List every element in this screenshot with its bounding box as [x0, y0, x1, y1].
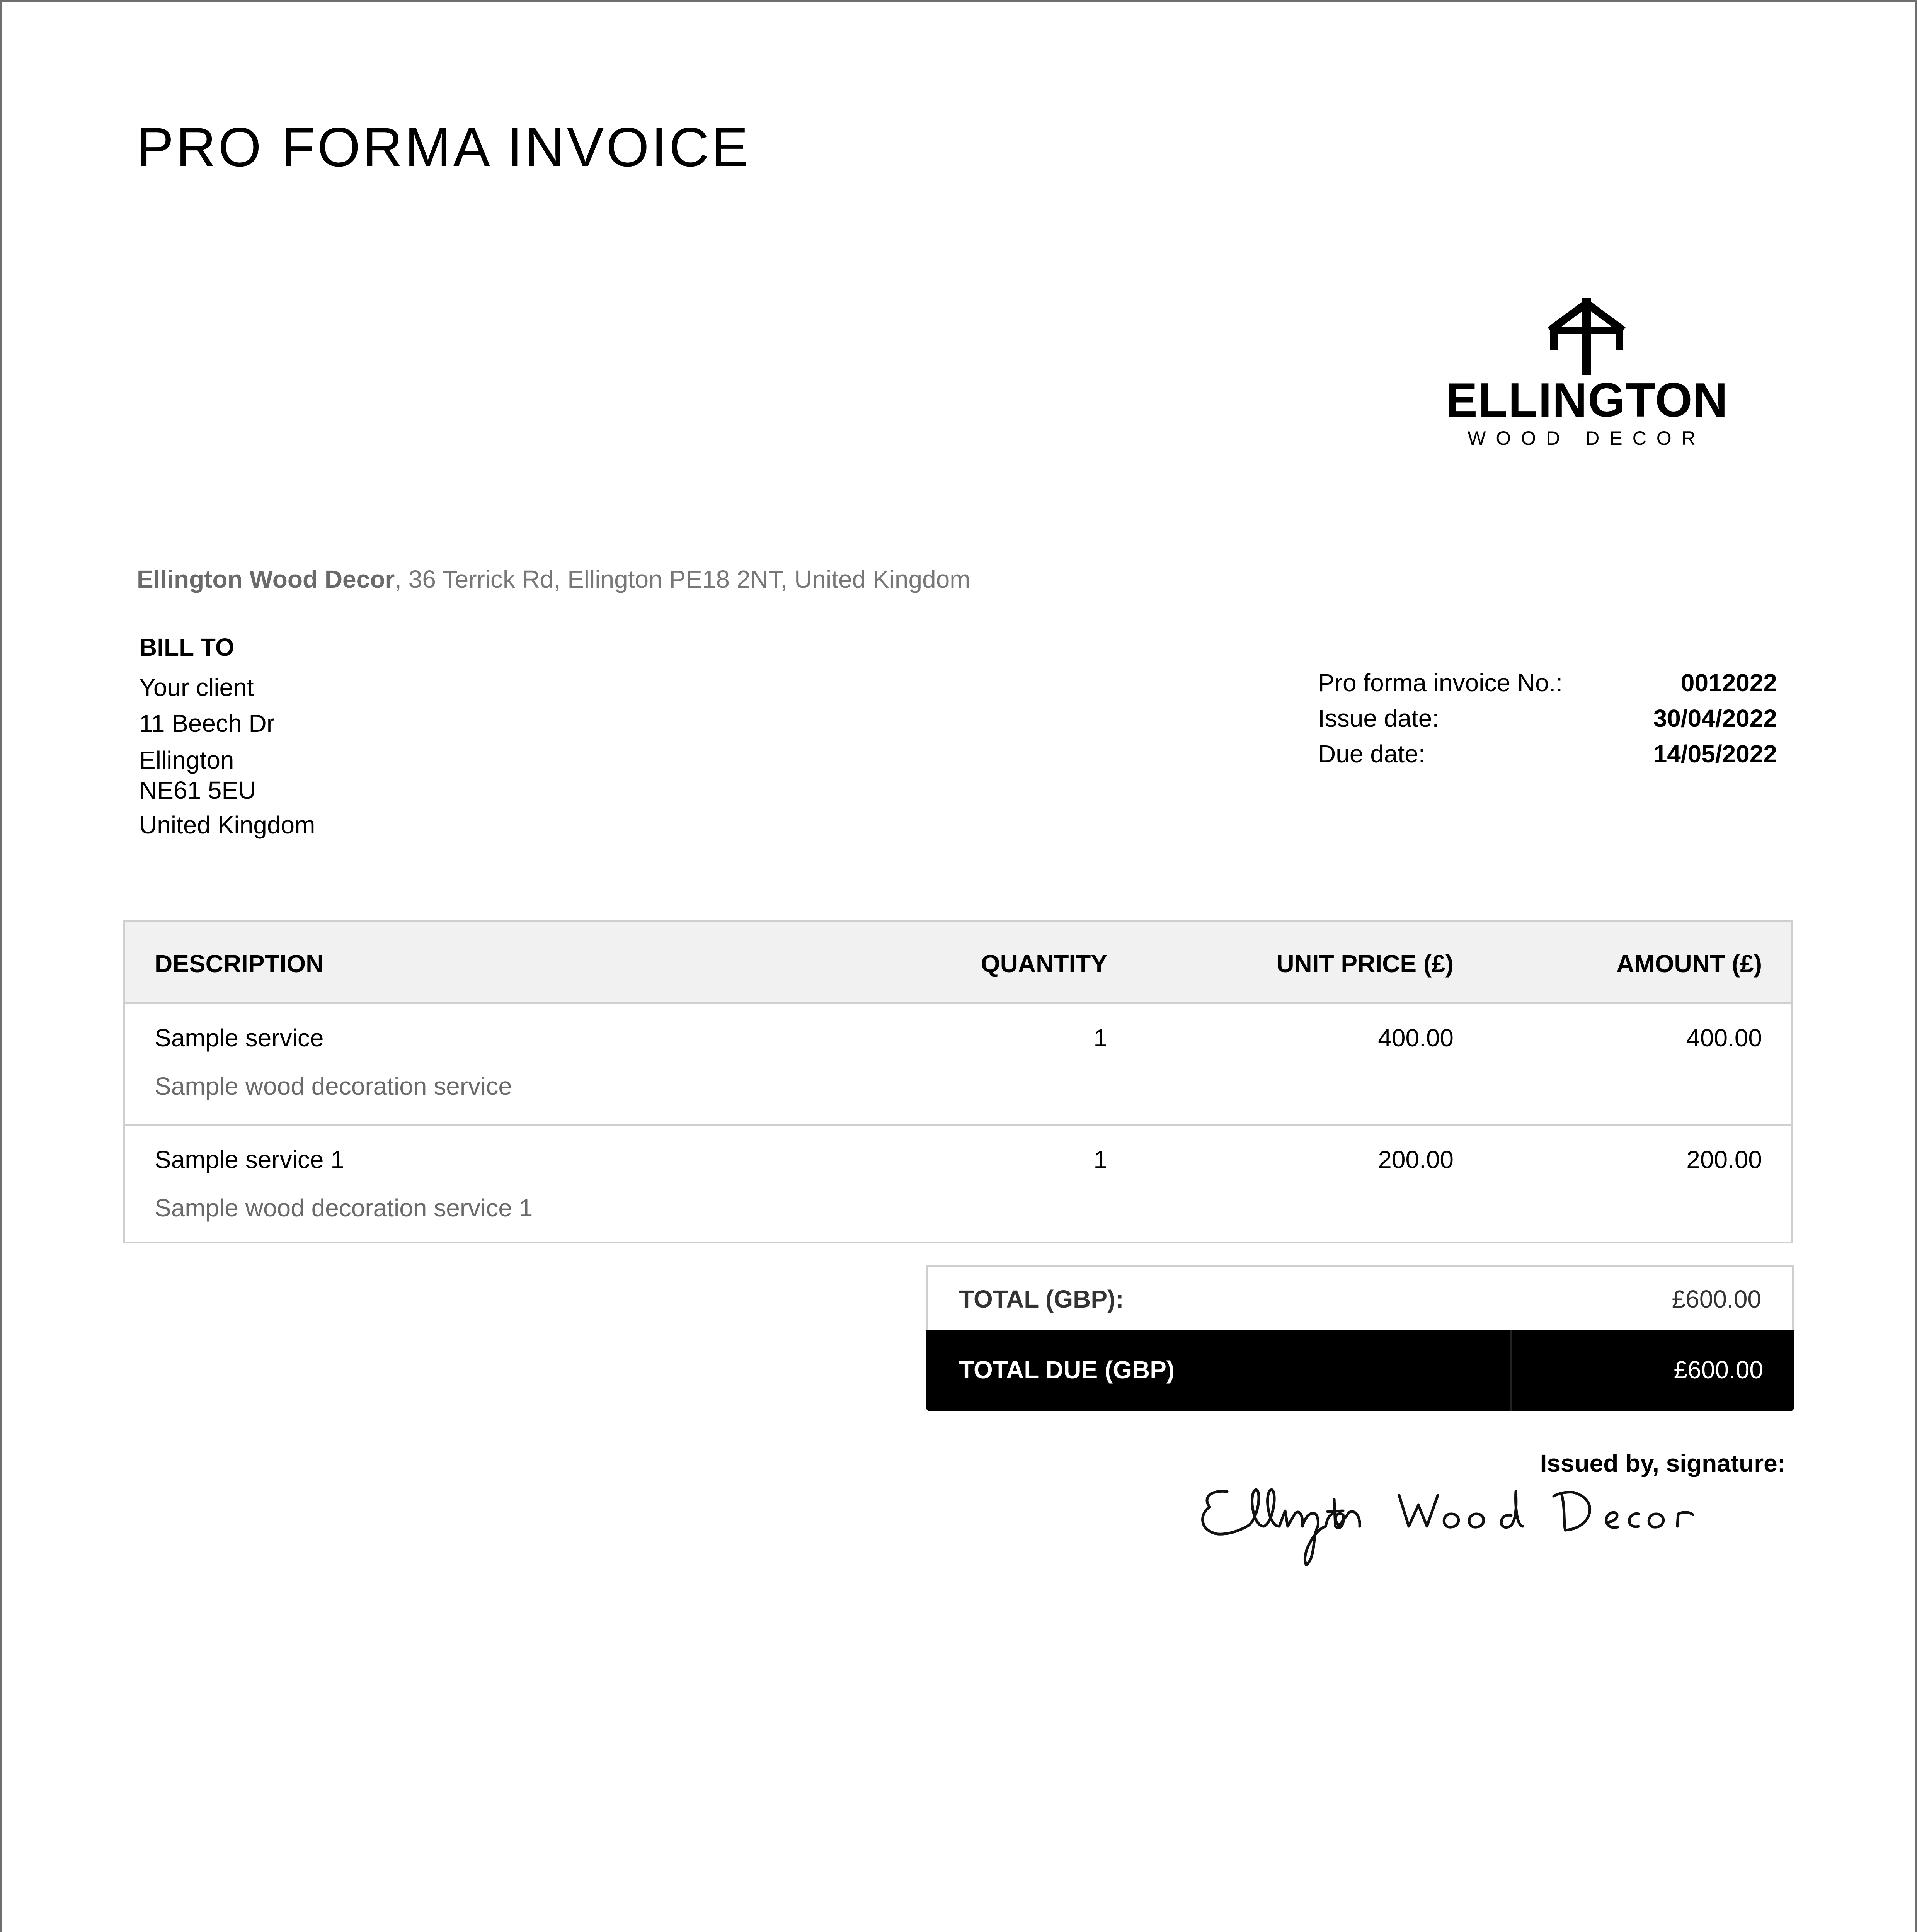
column-header-unit-price: UNIT PRICE (£): [1276, 950, 1454, 978]
line-items-table: [123, 920, 1793, 1243]
item-detail: Sample wood decoration service 1: [155, 1194, 533, 1222]
bill-to-line: NE61 5EU: [139, 776, 256, 804]
totals-box: [926, 1265, 1794, 1409]
item-name: Sample service 1: [155, 1146, 344, 1173]
signature-label: Issued by, signature:: [1540, 1449, 1786, 1477]
due-date-label: Due date:: [1318, 740, 1425, 768]
total-due-divider: [1510, 1330, 1512, 1411]
item-quantity: 1: [1093, 1024, 1107, 1052]
column-header-quantity: QUANTITY: [981, 950, 1107, 978]
column-header-description: DESCRIPTION: [155, 950, 324, 978]
item-name: Sample service: [155, 1024, 324, 1052]
table-header: [125, 922, 1791, 1004]
item-unit-price: 200.00: [1378, 1146, 1454, 1173]
logo-tagline: WOOD DECOR: [1468, 427, 1706, 449]
house-logo-icon: [1542, 294, 1631, 375]
logo-name: ELLINGTON: [1445, 374, 1729, 427]
issue-date-label: Issue date:: [1318, 704, 1439, 732]
item-amount: 200.00: [1686, 1146, 1762, 1173]
company-logo: [1445, 294, 1728, 448]
total-due-value: £600.00: [1674, 1356, 1763, 1384]
sender-company: Ellington Wood Decor: [137, 565, 395, 593]
bill-to-line: United Kingdom: [139, 811, 315, 839]
total-due-bar: [926, 1330, 1794, 1411]
sender-address-text: , 36 Terrick Rd, Ellington PE18 2NT, United Kingdom: [395, 565, 970, 593]
total-value: £600.00: [1672, 1285, 1761, 1313]
invoice-number-label: Pro forma invoice No.:: [1318, 669, 1563, 697]
document-title: PRO FORMA INVOICE: [137, 117, 751, 178]
total-due-label: TOTAL DUE (GBP): [959, 1356, 1175, 1384]
handwritten-signature: [1190, 1468, 1786, 1580]
bill-to-line: Ellington: [139, 746, 234, 774]
column-header-amount: AMOUNT (£): [1616, 950, 1762, 978]
total-label: TOTAL (GBP):: [959, 1285, 1124, 1313]
sender-address: [137, 565, 970, 594]
invoice-number-value: 0012022: [1680, 669, 1777, 697]
item-detail: Sample wood decoration service: [155, 1072, 512, 1100]
bill-to-line: 11 Beech Dr: [139, 709, 275, 737]
bill-to-line: Your client: [139, 673, 254, 701]
issue-date-value: 30/04/2022: [1653, 704, 1777, 732]
item-quantity: 1: [1093, 1146, 1107, 1173]
table-row: [125, 1004, 1791, 1124]
bill-to-heading: BILL TO: [139, 633, 235, 661]
table-row: [125, 1124, 1791, 1246]
due-date-value: 14/05/2022: [1653, 740, 1777, 768]
item-unit-price: 400.00: [1378, 1024, 1454, 1052]
item-amount: 400.00: [1686, 1024, 1762, 1052]
